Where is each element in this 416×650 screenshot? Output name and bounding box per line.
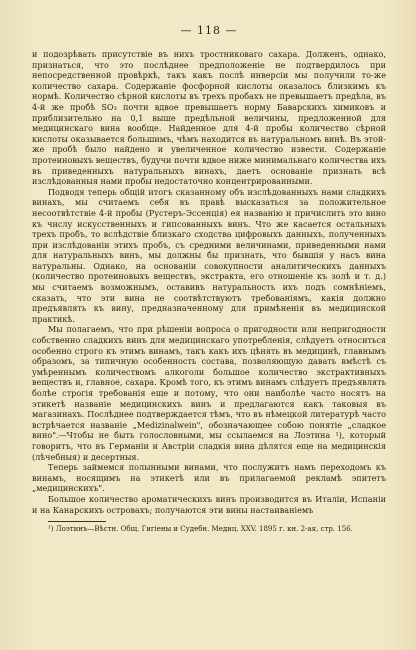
footnote: ¹) Лоэтинъ—Вѣстн. Общ. Гигіены и Судебн. Медиц. XXV. 1895 г. кн. 2-ая, стр. 156. bbox=[48, 525, 353, 534]
footnote-divider bbox=[48, 521, 106, 522]
paragraph-5: Большое количество ароматическихъ винъ производится въ Италіи, Испаніи и на Канарскихъ островахъ; получаются эти вины настаиваніемъ bbox=[32, 493, 386, 515]
body-text bbox=[32, 49, 386, 515]
paragraph-3: Мы полагаемъ, что при рѣшеніи вопроса о пригодности или непригодности собственно сладкихъ винъ для медицинскаго употребленія, слѣдуетъ относиться особенно строго къ этимъ винамъ, такъ какъ ихъ цѣнять въ медицинѣ, главнымъ образомъ, за типичную особенность состава, позволяющую давать вмѣстѣ съ умѣреннымъ количествомъ алкоголи большое количество экстрактивныхъ веществъ и, главное, сахара. Кромѣ того, къ этимъ винамъ слѣдуетъ предъявлять болѣе строгія требованія еще и потому, что они наиболѣе часто носятъ на этикетѣ названіе медицинскихъ винъ и предлагаются какъ таковыя въ магазинахъ. Послѣднее подтверждается тѣмъ, что въ нѣмецкой литературѣ часто встрѣчается названіе „Medizinalwein", обозначающее собою понятіе „сладкое вино".—Чтобы не быть голословными, мы ссылаемся на Лоэтина ¹), который говоритъ, что въ Германіи и Австріи сладкія вина дѣлятся еще на медицинскія (лѣчебныя) и десертныя. bbox=[32, 324, 386, 462]
page-number: — 118 — bbox=[180, 24, 238, 37]
paragraph-1: и подозрѣвать присутствіе въ нихъ тростниковаго сахара. Долженъ, однако, признаться, что это послѣднее предположеніе не подтвердилось при непосредственной провѣркѣ, такъ какъ послѣ инверсіи мы получили то-же количество сахара. Содержаніе фосфорной кислоты оказалось близкимъ къ нормѣ. Количество сѣрной кислоты въ трехъ пробахъ не превышаетъ предѣла, въ 4-й же пробѣ SO₃ почти вдвое превышаетъ норму Баварскихъ химиковъ и приблизительно на 0,1 выше предѣльной величины, предложенной для медицинскаго вина вообще. Найденное для 4-й пробы количество сѣрной кислоты оказывается большимъ, чѣмъ находится въ натуральномъ винѣ. Въ этой-же пробѣ было найдено и увеличенное количество извести. Содержаніе протеиновыхъ веществъ, будучи почти вдвое ниже минимальнаго количества ихъ въ приведенныхъ натуральныхъ винахъ, даетъ основаніе признать всѣ изслѣдованныя нами пробы недостаточно концентрированными. bbox=[32, 49, 386, 187]
paragraph-2: Подводя теперь общій итогъ сказанному объ изслѣдованныхъ нами сладкихъ винахъ, мы считаемъ себя въ правѣ высказаться за положительное несоотвѣтствіе 4-й пробы (Рустеръ-Эссенція) ея названію и причислить это вино къ числу искусственныхъ и гипсованныхъ винъ. Что же касается остальныхъ трехъ пробъ, то вслѣдствіе близкаго сходства цифровыхъ данныхъ, полученныхъ при изслѣдованіи этихъ пробъ, съ средними величинами, приведенными нами для натуральныхъ винъ, мы должны бы признать, что бывшія у насъ вина натуральны. Однако, на основаніи совокупности аналитическихъ данныхъ (количество протеиновыхъ веществъ, экстракта, его отношеніе къ золѣ и т. д.) мы считаемъ возможнымъ, оставивъ натуральность ихъ подъ сомнѣніемъ, сказать, что эти вина не соотвѣтствуютъ требованіямъ, какія должно предъявлять къ вину, предназначенному для примѣненія въ медицинской практикѣ. bbox=[32, 186, 386, 324]
paragraph-4: Теперь займемся полынными винами, что послужитъ намъ переходомъ къ винамъ, носящимъ на этикетѣ или въ прилагаемой рекламѣ эпитетъ „медицинскихъ". bbox=[32, 462, 386, 494]
